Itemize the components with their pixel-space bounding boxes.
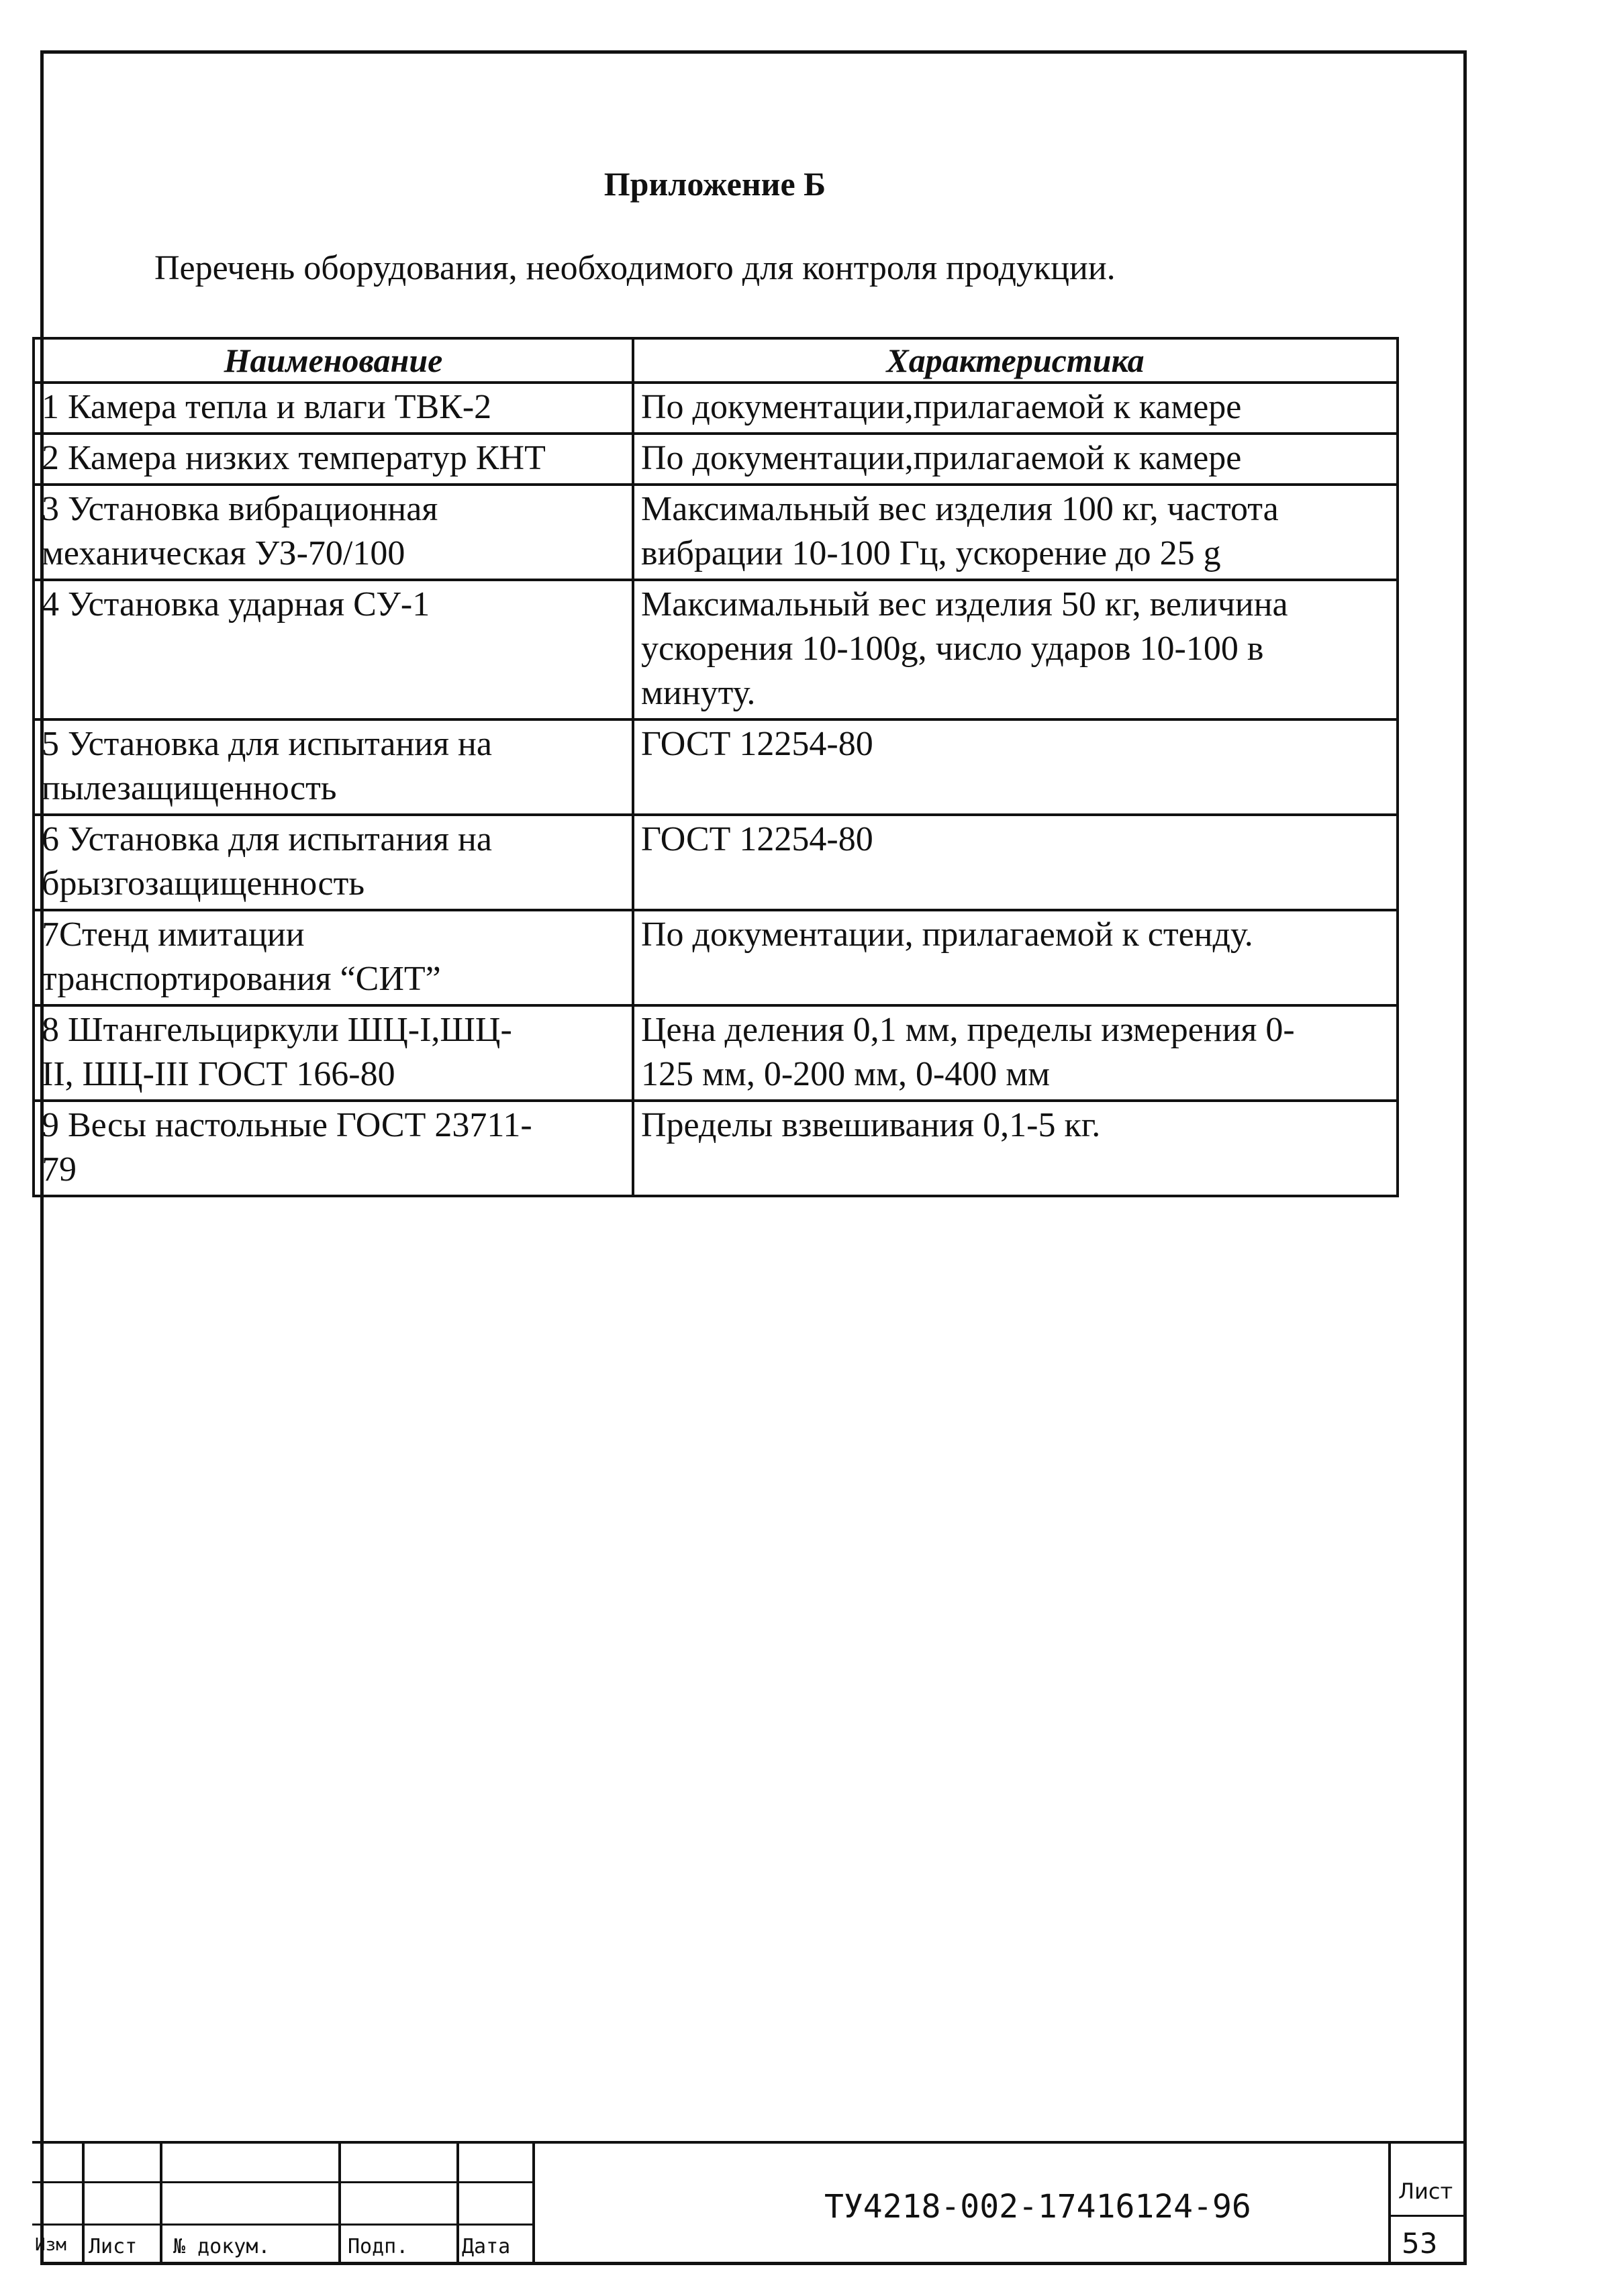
cell-spec [633, 485, 1398, 580]
table-row [34, 719, 1398, 815]
cell-line: 6 Установка для испытания на [42, 820, 492, 858]
cell-name [34, 485, 633, 580]
cell-spec [633, 580, 1398, 719]
cell-line: механическая УЗ-70/100 [42, 534, 405, 572]
cell-line: 125 мм, 0-200 мм, 0-400 мм [641, 1055, 1051, 1093]
title-block [32, 2141, 1465, 2265]
cell-spec [633, 910, 1398, 1005]
header-characteristic: Характеристика [633, 338, 1398, 383]
cell-name [34, 1005, 633, 1101]
grid-line [82, 2141, 85, 2265]
cell-spec [633, 1005, 1398, 1101]
cell-line: 79 [42, 1150, 77, 1189]
cell-name [34, 434, 633, 485]
document-subtitle: Перечень оборудования, необходимого для контроля продукции. [154, 249, 1116, 287]
equipment-table [32, 337, 1399, 1197]
cell-spec [633, 383, 1398, 434]
grid-line [160, 2141, 162, 2265]
cell-line: ГОСТ 12254-80 [641, 725, 873, 763]
col-label-list: Лист [89, 2235, 138, 2258]
col-label-date: Дата [462, 2235, 511, 2258]
table-row [34, 485, 1398, 580]
document-number: ТУ4218-002-17416124-96 [824, 2188, 1251, 2226]
cell-name [34, 719, 633, 815]
cell-line: По документации, прилагаемой к стенду. [641, 915, 1253, 954]
cell-line: 7Стенд имитации [42, 915, 305, 954]
cell-name [34, 383, 633, 434]
cell-line: минуту. [641, 674, 756, 712]
cell-line: Максимальный вес изделия 100 кг, частота [641, 490, 1279, 528]
grid-line [1388, 2215, 1465, 2217]
cell-line: 4 Установка ударная СУ-1 [42, 585, 430, 623]
table-row [34, 580, 1398, 719]
header-name: Наименование [34, 338, 633, 383]
grid-line [456, 2141, 459, 2265]
cell-line: 1 Камера тепла и влаги ТВК-2 [42, 388, 492, 426]
grid-line [1388, 2141, 1391, 2265]
cell-line: ГОСТ 12254-80 [641, 820, 873, 858]
cell-line: Максимальный вес изделия 50 кг, величина [641, 585, 1288, 623]
cell-line: 5 Установка для испытания на [42, 725, 492, 763]
cell-line: транспортирования “СИТ” [42, 960, 441, 998]
cell-line: По документации,прилагаемой к камере [641, 439, 1242, 477]
cell-line: По документации,прилагаемой к камере [641, 388, 1242, 426]
cell-line: Пределы взвешивания 0,1-5 кг. [641, 1106, 1101, 1144]
cell-spec [633, 1101, 1398, 1196]
cell-line: 8 Штангельциркули ШЦ-I,ШЦ- [42, 1011, 512, 1049]
cell-name [34, 580, 633, 719]
cell-line: II, ШЦ-III ГОСТ 166-80 [42, 1055, 395, 1093]
appendix-title: Приложение Б [603, 165, 826, 203]
cell-line: 9 Весы настольные ГОСТ 23711- [42, 1106, 532, 1144]
table-row [34, 1005, 1398, 1101]
cell-line: вибрации 10-100 Гц, ускорение до 25 g [641, 534, 1221, 572]
table-row [34, 1101, 1398, 1196]
cell-name [34, 910, 633, 1005]
col-label-doc: № докум. [173, 2235, 271, 2258]
sheet-label: Лист [1398, 2179, 1453, 2204]
cell-spec [633, 815, 1398, 910]
cell-line: 2 Камера низких температур КНТ [42, 439, 546, 477]
sheet-number: 53 [1402, 2227, 1438, 2260]
table-row [34, 434, 1398, 485]
cell-spec [633, 719, 1398, 815]
cell-line: брызгозащищенность [42, 864, 365, 903]
cell-name [34, 815, 633, 910]
title-block-top-line [32, 2141, 1465, 2144]
table-row [34, 910, 1398, 1005]
cell-name [34, 1101, 633, 1196]
table-row [34, 815, 1398, 910]
cell-line: Цена деления 0,1 мм, пределы измерения 0- [641, 1011, 1295, 1049]
grid-line [532, 2141, 535, 2265]
table-header-row [34, 338, 1398, 383]
col-label-sign: Подп. [348, 2235, 409, 2258]
table-row [34, 383, 1398, 434]
grid-line [338, 2141, 341, 2265]
cell-line: 3 Установка вибрационная [42, 490, 438, 528]
cell-line: ускорения 10-100g, число ударов 10-100 в [641, 630, 1264, 668]
cell-line: пылезащищенность [42, 769, 337, 807]
cell-spec [633, 434, 1398, 485]
col-label-izm: Изм [35, 2235, 66, 2255]
